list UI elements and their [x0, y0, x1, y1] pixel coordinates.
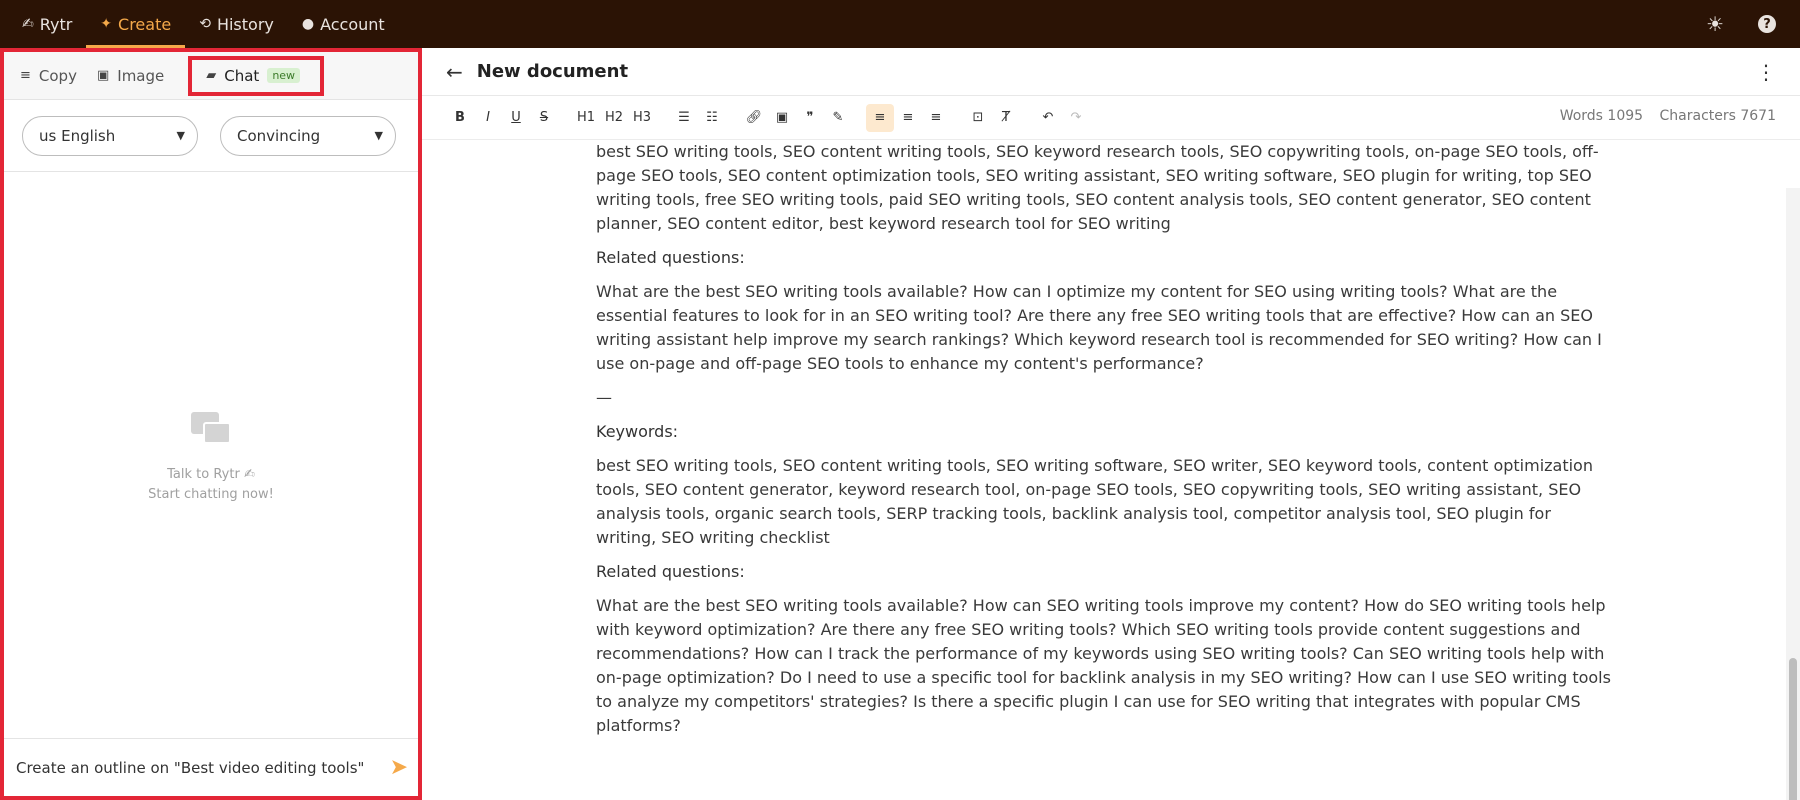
align-left-icon[interactable]: ≡ [866, 104, 894, 132]
chat-empty-state [4, 412, 418, 505]
select-all-icon[interactable]: ⊡ [972, 110, 984, 125]
paragraph: best SEO writing tools, SEO content writing tools, SEO writing software, SEO writer, SEO keyword tools, content optimization tools, SEO content generator, keyword research tool, on-page SEO tools, SEO copywriting tools, SEO writing assistant, SEO analysis tools, organic search tools, SERP tracking tools, backlink analysis tool, competitor analysis tool, SEO plugin for writing, SEO writing checklist [596, 456, 1593, 547]
history-icon: ⟲ [199, 16, 211, 32]
top-right-actions [1706, 0, 1776, 48]
paragraph: What are the best SEO writing tools available? How can I optimize my content for SEO using writing tools? What are the essential features to look for in an SEO writing tool? Are there any free SEO writing tools that are effective? How can an SEO writing assistant help improve my search rankings? Which keyword research tool is recommended for SEO writing? How can I use on-page and off-page SEO tools to enhance my content's performance? [596, 282, 1602, 373]
align-right-icon[interactable]: ≡ [930, 110, 942, 125]
sun-icon[interactable]: ☀ [1706, 12, 1724, 36]
tab-chat[interactable] [188, 56, 324, 96]
word-count: Words 1095 [1559, 108, 1644, 124]
h2-button[interactable]: H2 [604, 110, 624, 125]
strike-button[interactable]: S [539, 110, 549, 125]
tab-copy-label: Copy [38, 66, 77, 85]
arrow-left-icon[interactable]: ← [446, 59, 463, 84]
section-heading: Related questions: [596, 248, 745, 267]
nav-create[interactable] [86, 0, 185, 48]
top-nav [0, 0, 1800, 48]
editor [422, 48, 1800, 800]
highlight-pen-icon[interactable]: ✎ [832, 110, 844, 125]
chat-options [4, 100, 418, 172]
h1-button[interactable]: H1 [576, 110, 596, 125]
h3-button[interactable]: H3 [632, 110, 652, 125]
clear-format-icon[interactable]: Ⱦ [1002, 110, 1010, 125]
brand-label: Rytr [39, 14, 73, 34]
image-icon: ▣ [96, 68, 110, 83]
lines-icon: ≡ [20, 68, 31, 83]
language-select[interactable] [22, 116, 198, 156]
nav-account-label: Account [320, 14, 385, 34]
mode-tabs [4, 52, 418, 100]
quote-icon[interactable]: ❞ [806, 110, 814, 125]
redo-icon[interactable]: ↷ [1070, 110, 1082, 125]
bullet-list-icon[interactable]: ☰ [678, 110, 690, 125]
empty-line-1: Talk to Rytr ✍ [167, 467, 255, 482]
numbered-list-icon[interactable]: ☷ [706, 110, 718, 125]
chat-bubbles-icon [191, 412, 231, 448]
chevron-down-icon: ▼ [176, 129, 185, 142]
nav-create-label: Create [118, 14, 172, 34]
undo-icon[interactable]: ↶ [1042, 110, 1054, 125]
scroll-thumb[interactable] [1789, 658, 1797, 800]
sparkle-icon: ✦ [100, 16, 113, 32]
nav-history-label: History [216, 14, 274, 34]
new-badge: new [267, 68, 300, 83]
writing-hand-icon: ✍ [22, 16, 34, 32]
doc-header [422, 48, 1800, 96]
empty-line-2: Start chatting now! [148, 487, 274, 502]
doc-content[interactable] [596, 140, 1616, 748]
doc-title[interactable]: New document [476, 61, 629, 82]
language-value: us English [39, 126, 116, 145]
link-icon[interactable]: 🔗︎ [745, 110, 763, 125]
tab-chat-label: Chat [224, 66, 260, 85]
more-vertical-icon[interactable]: ⋮ [1756, 60, 1776, 84]
tone-value: Convincing [237, 126, 321, 145]
left-panel [0, 48, 422, 800]
chat-input[interactable] [16, 759, 376, 777]
underline-button[interactable]: U [511, 110, 521, 125]
tone-select[interactable] [220, 116, 396, 156]
chat-input-bar [4, 738, 418, 796]
tab-copy[interactable] [16, 52, 93, 100]
nav-history[interactable] [185, 0, 288, 48]
chat-icon: ▰ [206, 68, 217, 83]
help-icon[interactable]: ? [1758, 15, 1776, 33]
doc-counts [1548, 108, 1776, 124]
scrollbar[interactable] [1786, 188, 1800, 800]
chevron-down-icon: ▼ [374, 129, 383, 142]
brand-link[interactable] [0, 0, 86, 48]
bold-button[interactable]: B [455, 110, 465, 125]
char-count: Characters 7671 [1659, 108, 1776, 124]
section-heading: Related questions: [596, 562, 745, 581]
paragraph: best SEO writing tools, SEO content writing tools, SEO keyword research tools, SEO copywriting tools, on-page SEO tools, off-page SEO tools, SEO content optimization tools, SEO writing assistant, SEO writing software, SEO plugin for writing, top SEO writing tools, free SEO writing tools, paid SEO writing tools, SEO content analysis tools, SEO content generator, SEO content planner, SEO content editor, best keyword research tool for SEO writing [596, 142, 1599, 233]
paragraph: What are the best SEO writing tools available? How can SEO writing tools improve my content? How do SEO writing tools help with keyword optimization? Are there any free SEO writing tools? Which SEO writing tools provide content suggestions and recommendations? How can I track the performance of my keywords using SEO writing tools? Can SEO writing tools help with on-page optimization? Do I need to use a specific tool for backlink analysis in my SEO writing? How can I use SEO writing tools to analyze my competitors' strategies? Is there a specific plugin I can use for SEO writing that integrates with popular CMS platforms? [596, 596, 1611, 735]
section-heading: Keywords: [596, 422, 679, 441]
tab-image[interactable] [93, 52, 180, 100]
align-center-icon[interactable]: ≡ [902, 110, 914, 125]
nav-account[interactable] [288, 0, 399, 48]
send-icon[interactable]: ➤ [389, 755, 408, 780]
divider: — [596, 388, 612, 407]
user-icon: ● [301, 16, 315, 32]
italic-button[interactable]: I [486, 110, 490, 125]
image-insert-icon[interactable]: ▣ [775, 110, 789, 125]
tab-image-label: Image [117, 66, 165, 85]
